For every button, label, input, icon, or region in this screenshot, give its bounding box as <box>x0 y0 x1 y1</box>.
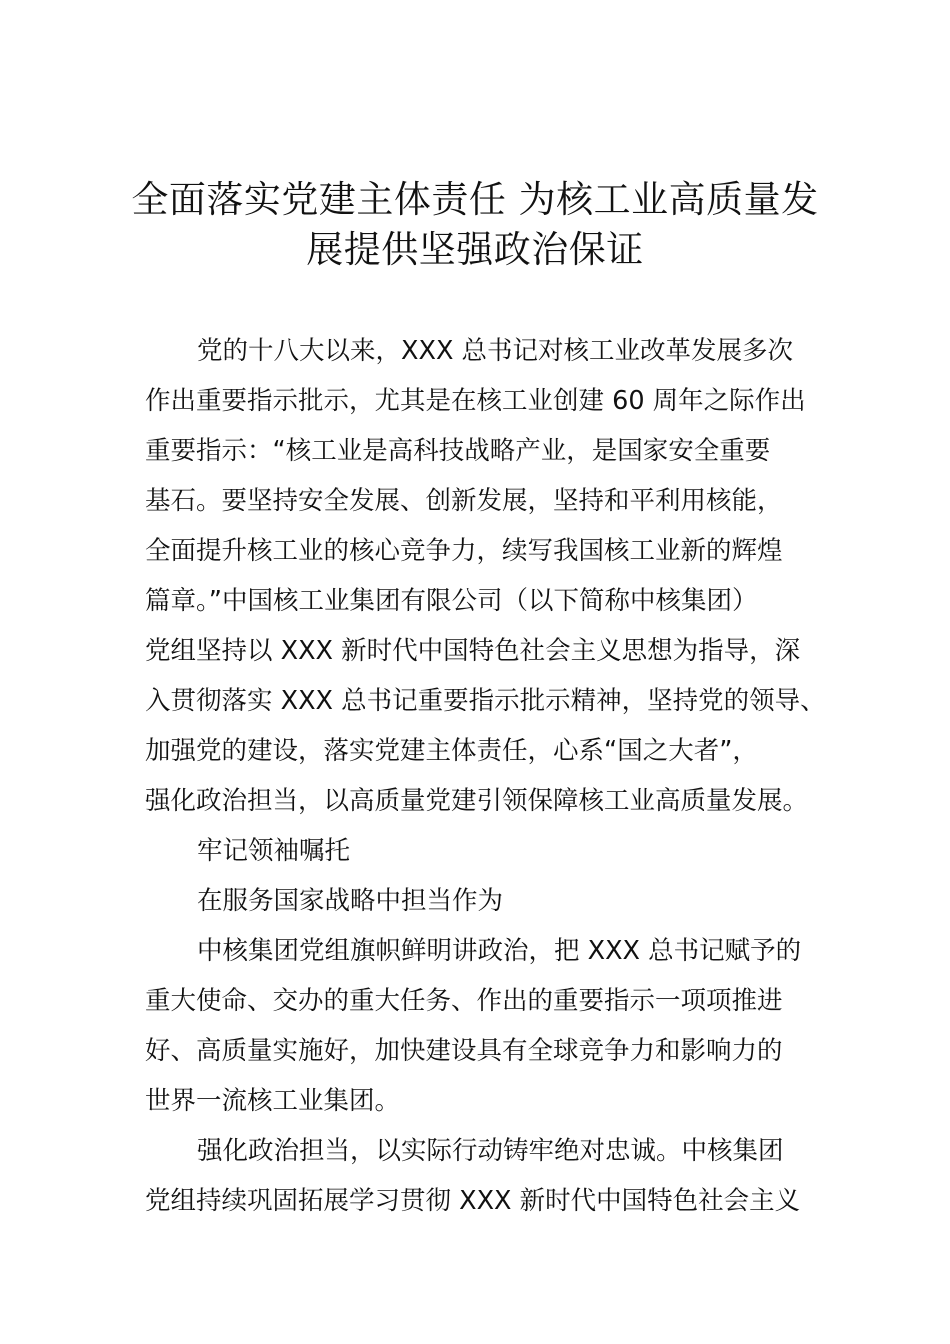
paragraph-line: 强化政治担当，以实际行动铸牢绝对忠诚。中核集团 <box>197 1136 784 1166</box>
paragraph-line: 全面提升核工业的核心竞争力，续写我国核工业新的辉煌 <box>145 536 783 566</box>
paragraph-line: 强化政治担当，以高质量党建引领保障核工业高质量发展。 <box>145 786 809 816</box>
section-heading: 牢记领袖嘱托 <box>197 836 351 866</box>
paragraph-line: 好、高质量实施好，加快建设具有全球竞争力和影响力的 <box>145 1036 783 1066</box>
paragraph-line: 作出重要指示批示，尤其是在核工业创建 60 周年之际作出 <box>145 386 806 416</box>
paragraph-line: 重大使命、交办的重大任务、作出的重要指示一项项推进 <box>145 986 783 1016</box>
section-subheading: 在服务国家战略中担当作为 <box>197 886 504 916</box>
paragraph-line: 入贯彻落实 XXX 总书记重要指示批示精神，坚持党的领导、 <box>145 686 826 716</box>
paragraph-line: 中核集团党组旗帜鲜明讲政治，把 XXX 总书记赋予的 <box>197 936 802 966</box>
paragraph-line: 党组坚持以 XXX 新时代中国特色社会主义思想为指导，深 <box>145 636 801 666</box>
paragraph-line: 基石。要坚持安全发展、创新发展，坚持和平利用核能， <box>145 486 783 516</box>
document-title-line-1: 全面落实党建主体责任 为核工业高质量发 <box>131 178 819 221</box>
paragraph-line: 加强党的建设，落实党建主体责任，心系“国之大者”， <box>145 736 758 766</box>
paragraph-line: 党组持续巩固拓展学习贯彻 XXX 新时代中国特色社会主义 <box>145 1186 801 1216</box>
paragraph-line: 世界一流核工业集团。 <box>145 1086 401 1116</box>
paragraph-line: 党的十八大以来，XXX 总书记对核工业改革发展多次 <box>197 336 794 366</box>
document-title-line-2: 展提供坚强政治保证 <box>306 228 644 271</box>
paragraph-line: 重要指示：“核工业是高科技战略产业，是国家安全重要 <box>145 436 771 466</box>
document-body <box>145 326 845 1226</box>
paragraph-line: 篇章。”中国核工业集团有限公司（以下简称中核集团） <box>145 586 758 616</box>
